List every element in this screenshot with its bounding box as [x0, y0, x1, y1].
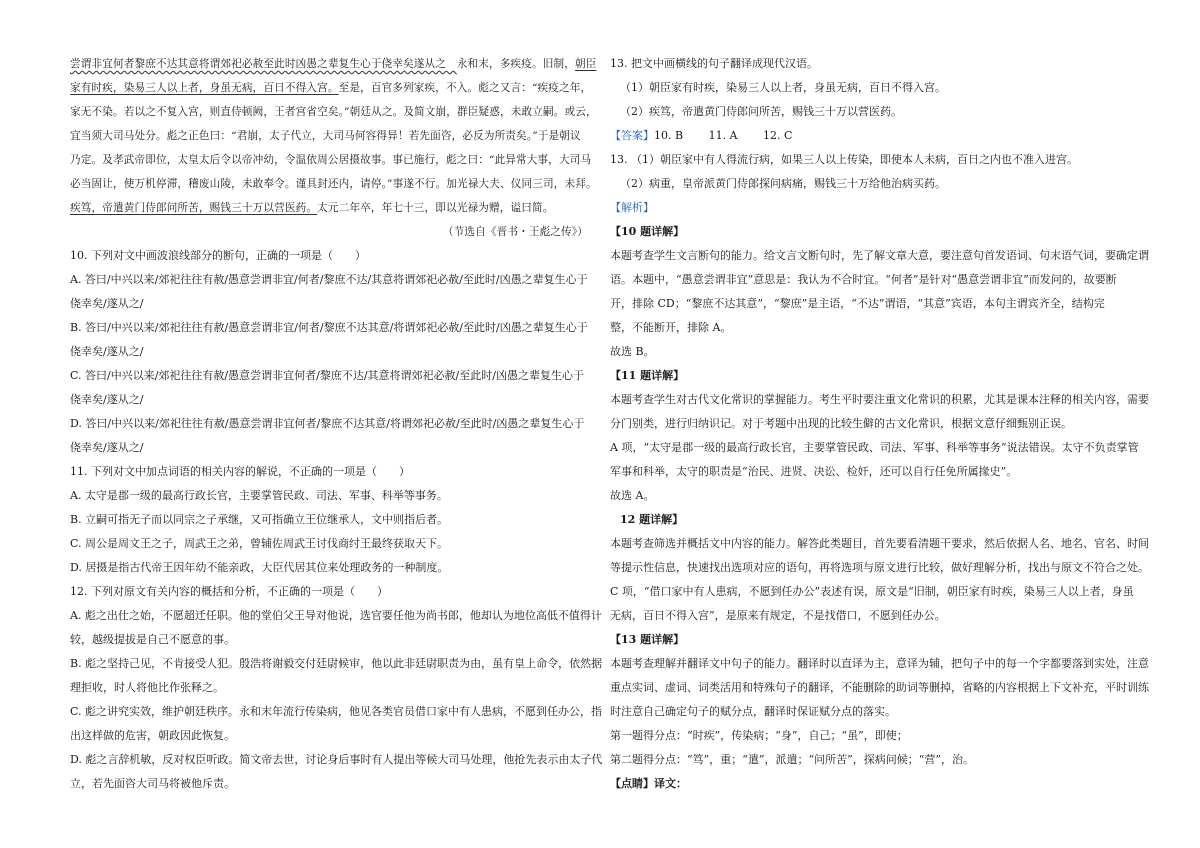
- underlined-text: 疾笃，帝遣黄门侍郎问所苦，赐钱三十万以营医药。: [70, 202, 318, 214]
- passage-line: 家无不染。若以之不复入宫，则直侍顿阙，王者宫省空矣。”朝廷从之。及简文崩，群臣疑惑，未敢立嗣。或云，: [70, 106, 597, 118]
- detail-line: C 项，“借口家中有人患病，不愿到任办公”表述有误，原文是“旧制，朝臣家有时疾，染易三人以上者，身虽: [610, 585, 1134, 598]
- left-column: [70, 52, 603, 796]
- analysis-tag: 【解析】: [610, 201, 654, 214]
- underlined-text: 朝臣: [574, 58, 597, 70]
- passage-line: 家有时疾，染易三人以上者，身虽无病，百日不得入宫。至是，百官多列家疾，不入。彪之又言：“疾疫之年，: [70, 82, 592, 94]
- detail-line: 本题考查理解并翻译文中句子的能力。翻译时以直译为主，意译为辅，把句子中的每一个字都要落到实处，注意: [610, 657, 1149, 670]
- question-stem: 13. 把文中画横线的句子翻译成现代汉语。: [610, 57, 818, 70]
- detail-line: A 项，“太守是郡一级的最高行政长官，主要掌管民政、司法、军事、科举等事务”说法错误。太守不负责掌管: [610, 441, 1139, 454]
- detail-line: 军事和科举，太守的职责是“治民、进贤、决讼、检奸，还可以自行任免所属掾史”。: [610, 465, 1018, 478]
- option-b-cont: 理拒收，时人将他比作张释之。: [70, 681, 224, 694]
- option-d: D. 彪之言辞机敏，反对权臣听政。简文帝去世，讨论身后事时有人提出等候大司马处理，他抢先表示由太子代: [70, 753, 603, 766]
- detail-line: 第二题得分点：“笃”，重；“遣”，派遣；“问所苦”，探病问候；“营”，治。: [610, 753, 974, 766]
- passage-line: 尝谓非宜何者黎庶不达其意将谓郊祀必赦至此时凶愚之辈复生心于侥幸矣遂从之 永和末，多疾疫。旧制，朝臣: [70, 58, 597, 70]
- option-a: A. 太守是郡一级的最高行政长官，主要掌管民政、司法、军事、科举等事务。: [70, 489, 448, 502]
- detail-line: 本题考查筛选并概括文中内容的能力。解答此类题目，首先要看清题干要求，然后依据人名、地名、官名、时间: [610, 537, 1149, 550]
- detail-line: 语。本题中，“愚意尝谓非宜”意思是：我认为不合时宜。“何者”是针对“愚意尝谓非宜”而发问的，故要断: [610, 273, 1117, 286]
- detail-line: 时注意自己确定句子的赋分点，翻译时保证赋分点的落实。: [610, 705, 896, 718]
- answer-values: 10. B 11. A 12. C: [654, 129, 793, 142]
- option-b-cont: 侥幸矣/遂从之/: [70, 345, 144, 358]
- passage-line: 疾笃，帝遣黄门侍郎问所苦，赐钱三十万以营医药。太元二年卒，年七十三，即以光禄为赠，谥曰简。: [70, 202, 554, 214]
- answer-tag: 【答案】: [610, 129, 654, 142]
- passage-line: 宜当须大司马处分。彪之正色曰：“君崩，太子代立，大司马何容得异！若先面咨，必反为所责矣。”于是朝议: [70, 130, 581, 142]
- option-b: B. 答曰/中兴以来/郊祀往往有赦/愚意尝谓非宜/何者/黎庶不达其意/将谓郊祀必赦/至此时/凶愚之辈复生心于: [70, 321, 588, 334]
- detail-line: 第一题得分点：“时疾”，传染病；“身”，自己；“虽”，即使；: [610, 729, 908, 742]
- detail-line: 分门别类，进行归纳识记。对于考题中出现的比较生僻的古文化常识，根据文意仔细甄别正误。: [610, 417, 1072, 430]
- section-title: 12 题详解】: [620, 513, 684, 526]
- option-a: A. 彪之出仕之始，不愿超迁任职。他的堂伯父王导对他说，选官要任他为尚书郎，他却认为地位高低不值得计: [70, 609, 602, 622]
- detail-line: 等提示性信息，快速找出选项对应的语句，再将选项与原文进行比较，做好理解分析，找出与原文不符合之处。: [610, 561, 1149, 574]
- translate-item-2: （2）疾笃，帝遣黄门侍郎问所苦，赐钱三十万以营医药。: [620, 105, 902, 118]
- section-12-detail: [610, 508, 1149, 628]
- underlined-text: 家有时疾，染易三人以上者，身虽无病，百日不得入宫。: [70, 82, 339, 94]
- passage-line: 必当固让，使万机停滞，稽废山陵，未敢奉令。谨具封还内，请停。”事遂不行。加光禄大夫、仪同三司，未拜。: [70, 178, 597, 190]
- option-a-cont: 较，越级提拔是自己不愿意的事。: [70, 633, 235, 646]
- passage-source: （节选自《晋书・王彪之传》）: [442, 226, 588, 238]
- question-stem: 10. 下列对文中画波浪线部分的断句，正确的一项是（ ）: [70, 249, 366, 262]
- section-10-detail: [610, 220, 1149, 364]
- wavy-underlined-text: 尝谓非宜何者黎庶不达其意将谓郊祀必赦至此时凶愚之辈复生心于侥幸矣遂从之: [70, 58, 457, 70]
- section-title: 【13 题详解】: [610, 633, 685, 646]
- section-13-detail: [610, 628, 1149, 772]
- translate-item-1: （1）朝臣家有时疾，染易三人以上者，身虽无病，百日不得入宫。: [620, 81, 946, 94]
- option-c-cont: 出这样做的危害，朝政因此恢复。: [70, 729, 235, 742]
- detail-line: 故选 B。: [610, 345, 655, 358]
- right-column: [610, 52, 1149, 796]
- passage-line: 乃定。及孝武帝即位，太皇太后令以帝冲幼，令温依周公居摄故事。事已施行，彪之曰：“此异常大事，大司马: [70, 154, 592, 166]
- detail-line: 无病，百日不得入宫”，是原来有规定，不是找借口，不愿到任办公。: [610, 609, 946, 622]
- option-c: C. 彪之讲究实效，维护朝廷秩序。永和末年流行传染病，他见各类官员借口家中有人患病，不愿到任办公，指: [70, 705, 603, 718]
- option-c: C. 周公是周文王之子，周武王之弟，曾辅佐周武王讨伐商纣王最终获取天下。: [70, 537, 449, 550]
- dianjing-tag: 【点睛】译文：: [610, 777, 687, 790]
- question-11: [70, 460, 588, 580]
- option-a: A. 答曰/中兴以来/郊祀往往有赦/愚意尝谓非宜/何者/黎庶不达/其意将谓郊祀必赦/至此时/凶愚之辈复生心于: [70, 273, 588, 286]
- detail-line: 开，排除 CD；“黎庶不达其意”，“黎庶”是主语，“不达”谓语，“其意”宾语，本句主谓宾齐全，结构完: [610, 297, 1105, 310]
- detail-line: 本题考查学生文言断句的能力。给文言文断句时，先了解文章大意，要注意句首发语词、句末语气词，要确定谓: [610, 249, 1149, 262]
- detail-line: 整，不能断开，排除 A。: [610, 321, 732, 334]
- question-12: [70, 580, 603, 796]
- section-title: 【10 题详解】: [610, 225, 685, 238]
- section-title: 【11 题详解】: [610, 369, 685, 382]
- answer-line: [610, 124, 1130, 148]
- question-10: [70, 244, 588, 460]
- detail-line: 故选 A。: [610, 489, 655, 502]
- option-c: C. 答曰/中兴以来/郊祀往往有赦/愚意尝谓非宜何者/黎庶不达/其意将谓郊祀必赦/至此时/凶愚之辈复生心于: [70, 369, 584, 382]
- option-b: B. 立嗣可指无子而以同宗之子承继，又可指确立王位继承人，文中则指后者。: [70, 513, 449, 526]
- detail-line: 重点实词、虚词、词类活用和特殊句子的翻译，不能删除的助词等删掉，省略的内容根据上下文补充，平时训练: [610, 681, 1149, 694]
- option-b: B. 彪之坚持己见，不肯接受人犯。殷浩将谢毅交付廷尉候审，他以此非廷尉职责为由，虽有皇上命令，依然据: [70, 657, 603, 670]
- answer-13-line-1: 13. （1）朝臣家中有人得流行病，如果三人以上传染，即使本人未病，百日之内也不准入进宫。: [610, 153, 1078, 166]
- answer-13-line-2: （2）病重，皇帝派黄门侍郎探问病痛，赐钱三十万给他治病买药。: [620, 177, 946, 190]
- option-a-cont: 侥幸矣/遂从之/: [70, 297, 144, 310]
- option-d-cont: 侥幸矣/遂从之/: [70, 441, 144, 454]
- section-11-detail: [610, 364, 1149, 508]
- question-13: [610, 52, 1130, 124]
- option-d: D. 答曰/中兴以来/郊祀往往有赦/愚意尝谓非宜何者/黎庶不达其意/将谓郊祀必赦/至此时/凶愚之辈复生心于: [70, 417, 585, 430]
- option-d-cont: 立，若先面咨大司马将被他斥责。: [70, 777, 235, 790]
- detail-line: 本题考查学生对古代文化常识的掌握能力。考生平时要注重文化常识的积累，尤其是课本注释的相关内容，需要: [610, 393, 1149, 406]
- option-d: D. 居摄是指古代帝王因年幼不能亲政，大臣代居其位来处理政务的一种制度。: [70, 561, 449, 574]
- option-c-cont: 侥幸矣/遂从之/: [70, 393, 144, 406]
- question-stem: 12. 下列对原文有关内容的概括和分析，不正确的一项是（ ）: [70, 585, 388, 598]
- classical-passage: [70, 52, 597, 244]
- question-stem: 11. 下列对文中加点词语的相关内容的解说，不正确的一项是（ ）: [70, 465, 410, 478]
